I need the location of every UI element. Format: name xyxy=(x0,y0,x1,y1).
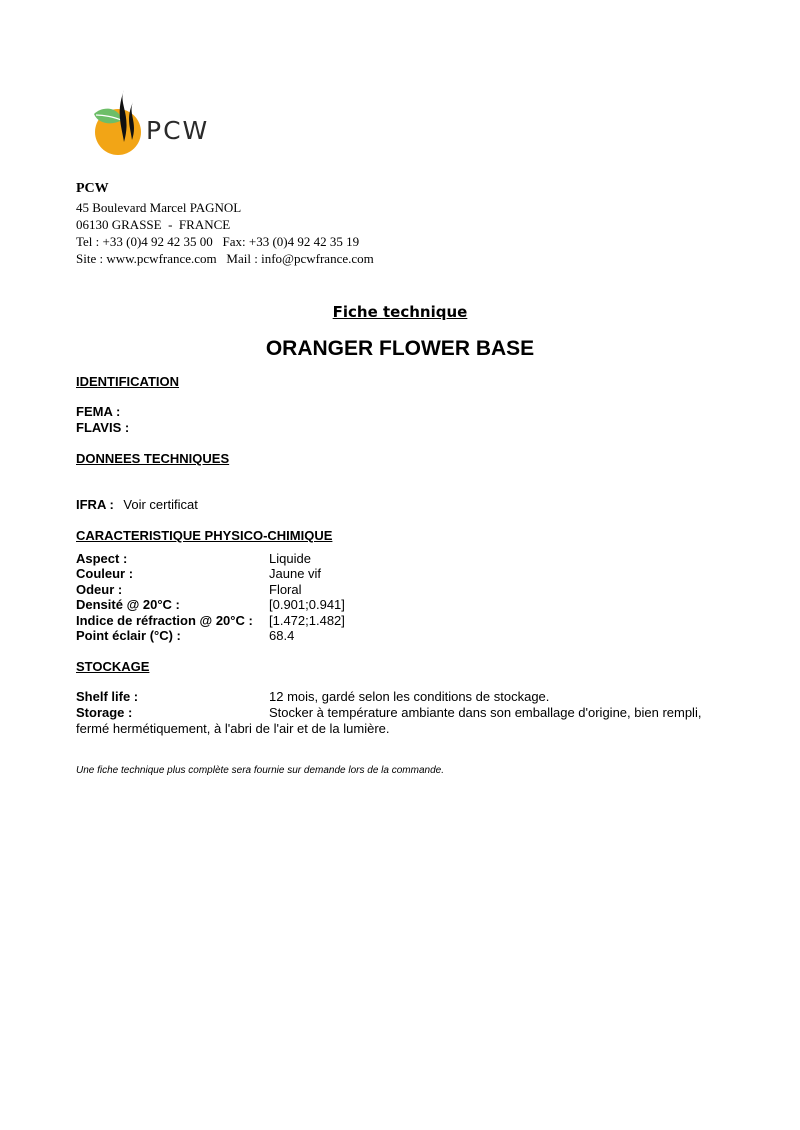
storage-value-line-1: Stocker à température ambiante dans son emballage d'origine, bien rempli, xyxy=(269,705,702,720)
physico-row xyxy=(76,628,295,643)
physico-row xyxy=(76,597,345,612)
document-type: Fiche technique xyxy=(332,303,468,321)
fema-row xyxy=(76,404,120,419)
contact-line: Tel : +33 (0)4 92 42 35 00 Fax: +33 (0)4 92 42 35 19 xyxy=(76,234,360,249)
physico-label: Indice de réfraction @ 20°C : xyxy=(76,613,253,628)
section-physico-title: CARACTERISTIQUE PHYSICO-CHIMIQUE xyxy=(76,528,333,543)
address-line-2: 06130 GRASSE - FRANCE xyxy=(76,217,231,232)
shelf-life-label: Shelf life : xyxy=(76,689,139,704)
flavis-label: FLAVIS : xyxy=(76,420,130,435)
section-identification-title: IDENTIFICATION xyxy=(76,374,180,389)
physico-value: 68.4 xyxy=(269,628,295,643)
physico-value: [1.472;1.482] xyxy=(269,613,345,628)
shelf-life-value: 12 mois, gardé selon les conditions de stockage. xyxy=(269,689,550,704)
section-technical-title: DONNEES TECHNIQUES xyxy=(76,451,230,466)
physico-row xyxy=(76,582,302,597)
physico-value: [0.901;0.941] xyxy=(269,597,345,612)
flavis-row xyxy=(76,420,129,435)
physico-label: Densité @ 20°C : xyxy=(76,597,180,612)
address-line-1: 45 Boulevard Marcel PAGNOL xyxy=(76,200,242,215)
ifra-value: Voir certificat xyxy=(123,497,198,512)
company-logo xyxy=(88,84,218,160)
ifra-row xyxy=(76,497,198,512)
physico-value: Floral xyxy=(269,582,302,597)
storage-value-line-2: fermé hermétiquement, à l'abri de l'air et de la lumière. xyxy=(76,721,390,736)
logo-mark xyxy=(88,84,148,160)
storage-row xyxy=(76,705,702,720)
web-line: Site : www.pcwfrance.com Mail : info@pcwfrance.com xyxy=(76,251,374,266)
footer-note: Une fiche technique plus complète sera fournie sur demande lors de la commande. xyxy=(76,765,444,776)
physico-value: Liquide xyxy=(269,551,311,566)
physico-row xyxy=(76,613,345,628)
company-address xyxy=(76,180,374,267)
section-storage-title: STOCKAGE xyxy=(76,659,150,674)
product-title: ORANGER FLOWER BASE xyxy=(265,337,535,360)
physico-value: Jaune vif xyxy=(269,566,322,581)
physico-label: Couleur : xyxy=(76,566,134,581)
storage-label: Storage : xyxy=(76,705,133,720)
physico-label: Odeur : xyxy=(76,582,123,597)
logo-text: PCW xyxy=(146,116,210,145)
physico-row xyxy=(76,566,322,581)
ifra-label: IFRA : xyxy=(76,497,114,512)
physico-row xyxy=(76,551,311,566)
physico-label: Point éclair (°C) : xyxy=(76,628,181,643)
physico-label: Aspect : xyxy=(76,551,128,566)
company-name: PCW xyxy=(76,181,109,196)
shelf-life-row xyxy=(76,689,550,704)
fema-label: FEMA : xyxy=(76,404,121,419)
